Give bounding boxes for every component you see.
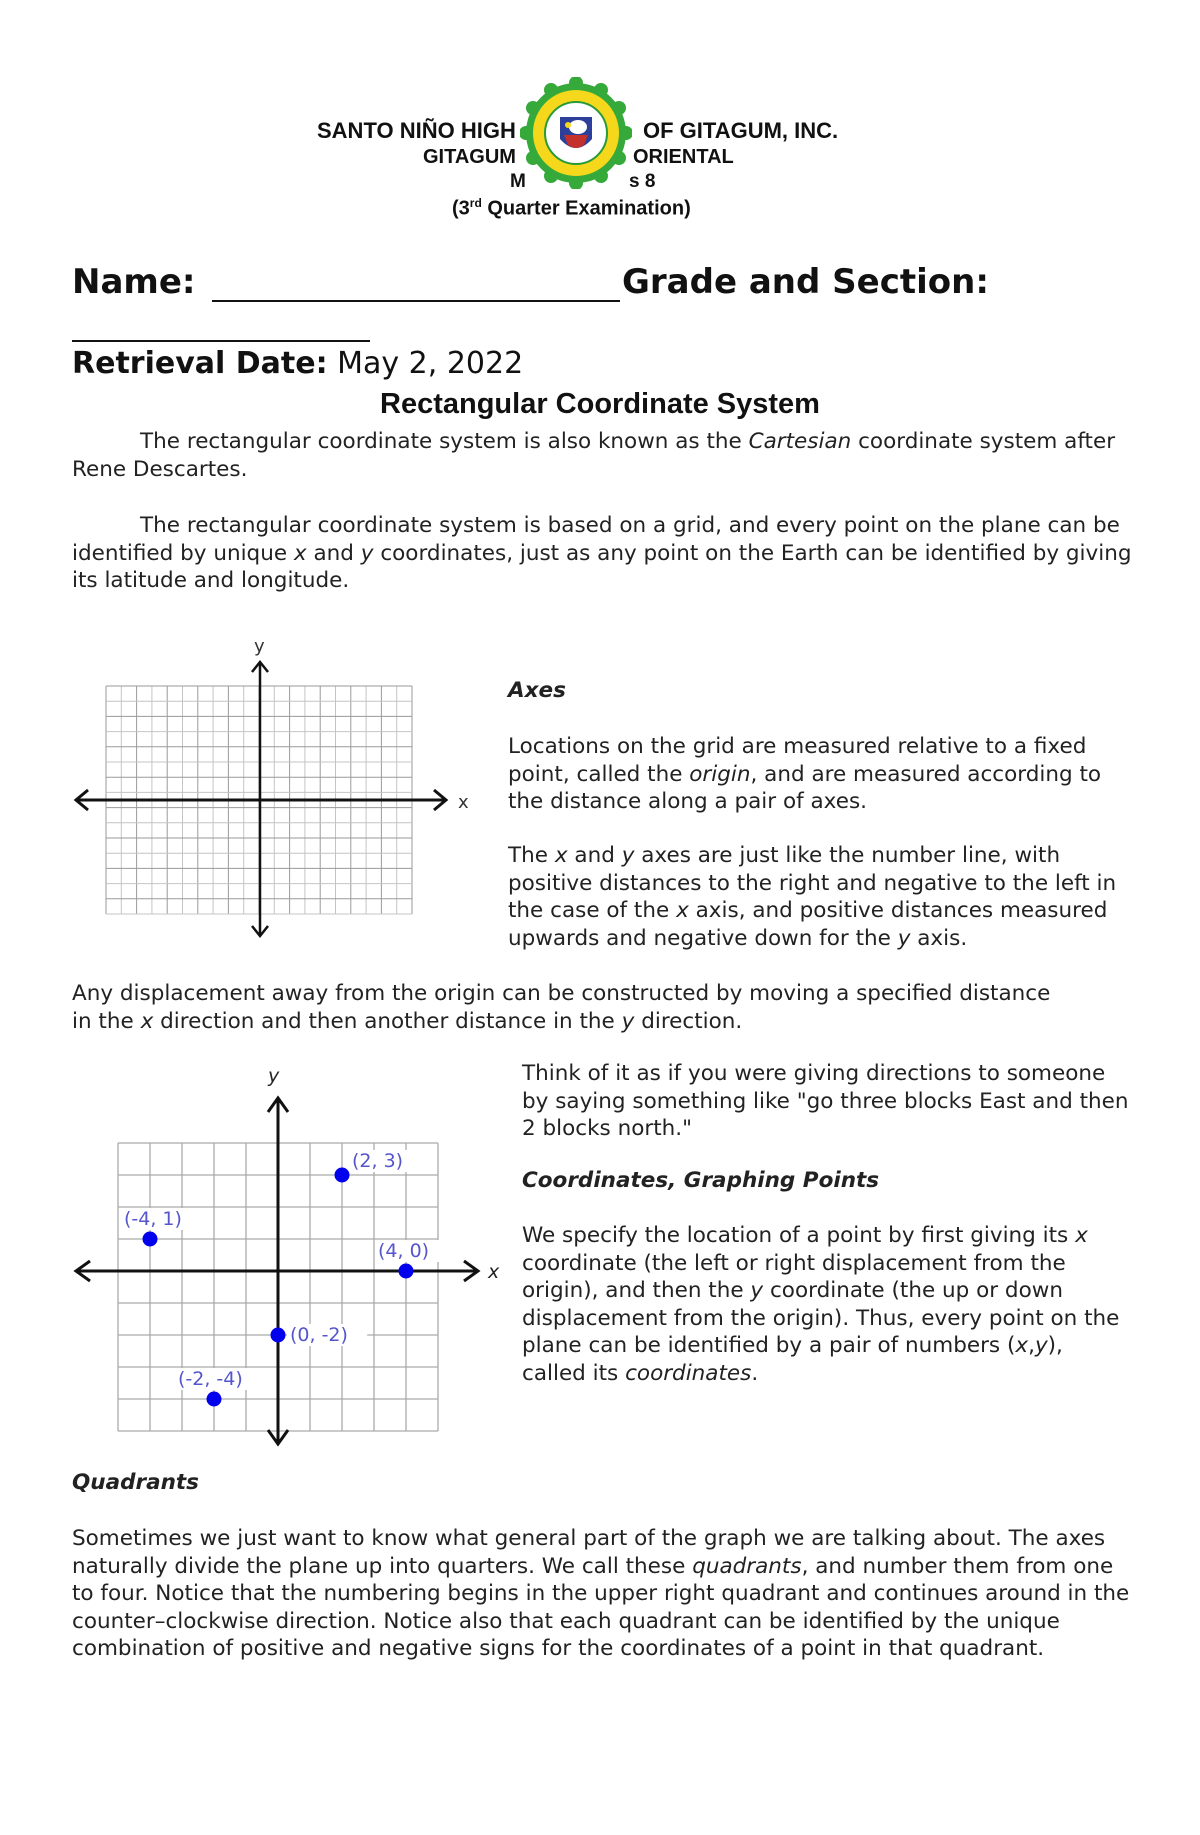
intro-p2-y: y bbox=[360, 540, 374, 566]
intro-p2-text-b: and bbox=[306, 540, 361, 566]
coordinates-heading: Coordinates, Graphing Points bbox=[522, 1168, 880, 1193]
school-address-left: GITAGUM bbox=[423, 146, 516, 168]
displacement-x: x bbox=[140, 1008, 154, 1034]
quadrants-text-a: Sometimes we just want to know what general part of the graph we are talking about. The axes naturally divide the plane up into quarters. We call these bbox=[72, 1526, 1106, 1579]
intro-p1-text-b: coordinate system after Rene Descartes. bbox=[72, 429, 1116, 482]
axes-paragraph-1 bbox=[508, 733, 1138, 816]
coord-coordinates: coordinates bbox=[625, 1360, 752, 1386]
retrieval-date-value: May 2, 2022 bbox=[337, 346, 524, 381]
subject-right: s 8 bbox=[629, 171, 656, 192]
school-address-right: ORIENTAL bbox=[633, 146, 734, 168]
name-label: Name: bbox=[72, 262, 196, 302]
point-marker bbox=[207, 1392, 222, 1407]
axes-p1-text-a: Locations on the grid are measured relative to a fixed point, called the bbox=[508, 734, 1087, 787]
exam-sup: rd bbox=[469, 196, 482, 210]
intro-paragraph-1 bbox=[72, 428, 1132, 483]
page-title: Rectangular Coordinate System bbox=[380, 388, 820, 420]
name-field-row bbox=[72, 262, 195, 302]
point-label: (-4, 1) bbox=[124, 1208, 182, 1230]
intro-p2-x: x bbox=[293, 540, 307, 566]
intro-p2-text-a: The rectangular coordinate system is based on a grid, and every point on the plane can be identified by unique bbox=[72, 513, 1120, 566]
coordinates-paragraph bbox=[522, 1222, 1132, 1387]
grade-section-blank-line[interactable] bbox=[72, 340, 370, 342]
axes-p2-text-d: axis, and positive distances measured upwards and negative down for the bbox=[508, 898, 1108, 951]
point-label: (0, -2) bbox=[290, 1324, 348, 1346]
point-label: (-2, -4) bbox=[178, 1368, 243, 1390]
axes-p2-text-e: axis. bbox=[910, 925, 968, 951]
coord-x: x bbox=[1075, 1223, 1088, 1248]
axes-paragraph-2 bbox=[508, 842, 1138, 952]
axes-p1-text-b: , and are measured according to the distance along a pair of axes. bbox=[508, 761, 1102, 814]
fig1-y-axis-label: y bbox=[254, 636, 265, 657]
coordinate-grid-figure bbox=[70, 630, 470, 948]
retrieval-date-label: Retrieval Date: bbox=[72, 346, 328, 381]
axes-p2-y: y bbox=[621, 843, 635, 868]
point-label: (4, 0) bbox=[378, 1240, 430, 1262]
axes-p2-text-b: and bbox=[567, 843, 622, 868]
axes-heading: Axes bbox=[508, 678, 566, 703]
axes-p1-origin: origin bbox=[689, 761, 751, 787]
fig2-y-axis-label: y bbox=[268, 1065, 280, 1087]
exam-rest: Quarter Examination) bbox=[481, 197, 691, 220]
axes-p2-x2: x bbox=[676, 898, 689, 923]
school-name-right: OF GITAGUM, INC. bbox=[643, 118, 839, 143]
axes-p2-y2: y bbox=[897, 925, 911, 951]
exam-open: (3 bbox=[452, 197, 470, 220]
coord-text-d: ), called its bbox=[522, 1333, 1063, 1386]
directions-paragraph: Think of it as if you were giving directions to someone by saying something like "go three blocks East and then 2 blocks north." bbox=[522, 1061, 1129, 1141]
coord-text-a: We specify the location of a point by first giving its bbox=[522, 1223, 1076, 1248]
coord-pair-y: y bbox=[1034, 1333, 1048, 1358]
axes-p2-x: x bbox=[554, 843, 568, 868]
coord-text-c: coordinate (the up or down displacement from the origin). Thus, every point on the plane can be identified by a pair of numbers ( bbox=[522, 1278, 1120, 1358]
coord-pair-x: x bbox=[1015, 1333, 1029, 1358]
intro-p1-text-a: The rectangular coordinate system is also known as the bbox=[140, 429, 749, 454]
point-marker bbox=[143, 1232, 158, 1247]
quadrants-paragraph bbox=[72, 1525, 1132, 1663]
fig2-x-axis-label: x bbox=[488, 1261, 500, 1283]
retrieval-date-row bbox=[72, 346, 523, 381]
fig1-x-axis-label: x bbox=[458, 792, 469, 813]
school-seal-logo bbox=[520, 77, 632, 189]
displacement-text-b: direction and then another distance in the bbox=[153, 1008, 622, 1034]
graphed-points-figure bbox=[70, 1060, 510, 1456]
grade-section-label: Grade and Section: bbox=[622, 262, 989, 302]
intro-p2-text-c: coordinates, just as any point on the Earth can be identified by giving its latitude and longitude. bbox=[72, 540, 1132, 593]
school-name-left: SANTO NIÑO HIGH bbox=[317, 118, 516, 143]
displacement-text-a: Any displacement away from the origin can be constructed by moving a specified distance in the bbox=[72, 981, 1051, 1034]
coord-pair-comma: , bbox=[1028, 1333, 1035, 1358]
point-marker bbox=[271, 1328, 286, 1343]
intro-p1-emphasis: Cartesian bbox=[748, 429, 852, 454]
point-marker bbox=[399, 1264, 414, 1279]
point-label: (2, 3) bbox=[352, 1150, 404, 1172]
displacement-text-c: direction. bbox=[634, 1008, 743, 1034]
point-marker bbox=[335, 1168, 350, 1183]
quadrants-text-b: , and number them from one to four. Notice that the numbering begins in the upper right quadrant and continues around in the counter–clockwise direction. Notice also that each quadrant can be identified by the unique combination of positive and negative signs for the coordinates of a point in that quadrant. bbox=[72, 1553, 1130, 1661]
coord-text-e: . bbox=[751, 1360, 759, 1386]
axes-p2-text-a: The bbox=[508, 843, 555, 868]
intro-paragraph-2 bbox=[72, 512, 1132, 595]
subject-left: M bbox=[510, 171, 526, 192]
coord-y: y bbox=[750, 1278, 764, 1303]
plotted-points bbox=[121, 1150, 445, 1407]
quadrants-heading: Quadrants bbox=[72, 1470, 199, 1495]
coord-text-b: coordinate (the left or right displacement from the origin), and then the bbox=[522, 1250, 1066, 1303]
exam-label bbox=[452, 196, 691, 221]
quadrants-emphasis: quadrants bbox=[692, 1553, 802, 1579]
axes-p2-text-c: axes are just like the number line, with positive distances to the right and negative to the left in the case of the bbox=[508, 843, 1117, 923]
name-blank-line[interactable] bbox=[212, 300, 620, 302]
displacement-paragraph bbox=[72, 980, 1072, 1035]
displacement-y: y bbox=[621, 1008, 635, 1034]
